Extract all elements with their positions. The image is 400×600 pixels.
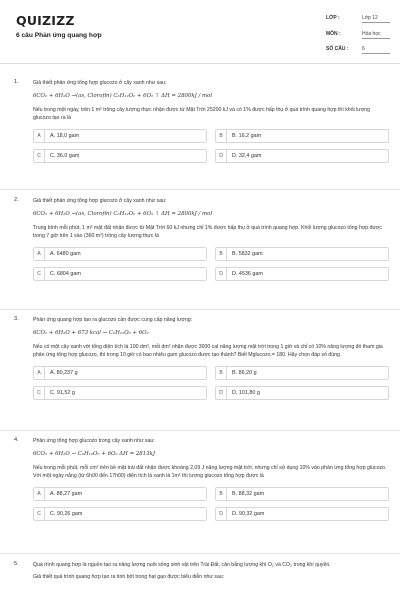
options-grid <box>33 129 389 173</box>
option-text: A. 6480 gam <box>50 251 81 257</box>
option-c[interactable] <box>33 267 207 281</box>
option-letter: D <box>216 387 227 400</box>
question-text: Quá trình quang hợp là nguồn tạo ra năng lượng nuôi sống sinh vật trên Trái Đất, cân bằng lượng khí O₂ và CO₂ trong khí quyển. <box>33 562 331 568</box>
class-value: Lớp 12 <box>362 15 378 21</box>
option-b[interactable] <box>215 366 389 380</box>
question-text: Nếu có một cây xanh với tổng diện tích lá 100 dm², mỗi dm² nhận được 3000 cal năng lượng mặt trời trong 1 giờ và chỉ có 10% năng lượng đó tham gia phản ứng tổng hợp glucozo, thì trong 10 giờ có bao nhiêu gam glucozo được tạo thành? Biết Mglucozo = 180. Hãy chọn đáp số đúng <box>33 344 383 358</box>
option-text: A. 18,0 gam <box>50 133 80 139</box>
option-d[interactable] <box>215 507 389 521</box>
options-grid <box>33 366 389 410</box>
option-letter: A <box>34 248 45 261</box>
option-a[interactable] <box>33 247 207 261</box>
question-number: 4. <box>14 437 19 443</box>
option-letter: C <box>34 150 45 163</box>
option-letter: D <box>216 150 227 163</box>
question-number: 5. <box>14 561 19 567</box>
header-divider <box>0 63 400 64</box>
subject-value: Hóa học <box>362 31 381 37</box>
question-number: 1. <box>14 79 19 85</box>
option-b[interactable] <box>215 247 389 261</box>
option-letter: A <box>34 130 45 143</box>
question-body <box>33 197 389 291</box>
option-letter: B <box>216 130 227 143</box>
reaction-equation: 6CO₂ + 6H₂O → C₆H₁₂O₆ + 6O₂ ΔH = 2813kJ <box>33 451 155 457</box>
option-text: C. 91,52 g <box>50 390 75 396</box>
option-c[interactable] <box>33 149 207 163</box>
option-text: A. 80,237 g <box>50 370 78 376</box>
option-text: C. 90,26 gam <box>50 511 83 517</box>
option-letter: A <box>34 367 45 380</box>
option-text: C. 6804 gam <box>50 271 81 277</box>
option-letter: B <box>216 367 227 380</box>
option-letter: C <box>34 268 45 281</box>
reaction-equation: 6CO₂ + 6H₂O →(as, Clorofin) C₆H₁₂O₆ + 6O₂ ↑ ΔH = 2800kJ / mol <box>33 93 213 99</box>
option-letter: D <box>216 508 227 521</box>
question-intro: Giả thiết phản ứng tổng hợp glucozo ở cây xanh như sau: <box>33 198 167 204</box>
reaction-equation: 6CO₂ + 6H₂O + 673 kcal → C₆H₁₂O₆ + 6O₂ <box>33 330 149 336</box>
option-letter: B <box>216 248 227 261</box>
option-text: A. 88,27 gam <box>50 491 83 497</box>
option-text: D. 101,80 g <box>232 390 260 396</box>
question-text: Trung bình mỗi phút, 1 m² mặt đất nhận được từ Mặt Trời 60 kJ nhưng chỉ 1% được hấp thụ ở quá trình quang hợp. Khối lượng glucozo tổng hợp được trong 7 giờ trên 1 sào (360 m²) trồng cây lượng thực là <box>33 225 382 239</box>
option-d[interactable] <box>215 149 389 163</box>
question-number: 3. <box>14 316 19 322</box>
option-letter: A <box>34 488 45 501</box>
class-underline <box>362 22 390 23</box>
question-text: Nếu trong mỗi phút, mỗi cm² trên bề mặt trái đất nhận được khoảng 2,09 J năng lượng mặt trời, nhưng chỉ sử dụng 10% vào phản ứng tổng hợp glucozo. Với một ngày nắng (từ 6h00 đến 17h00) diện tích lá xanh là 1m² thì lượng glucozo tổng hợp được là <box>33 465 387 479</box>
option-letter: C <box>34 387 45 400</box>
option-text: B. 5832 gam <box>232 251 263 257</box>
question-body <box>33 561 389 581</box>
quizizz-logo: QUIZIZZ <box>16 13 75 28</box>
options-grid <box>33 487 389 531</box>
count-underline <box>362 53 390 54</box>
question-divider <box>0 430 400 431</box>
option-text: B. 86,20 g <box>232 370 257 376</box>
option-d[interactable] <box>215 386 389 400</box>
question-intro: Phản ứng tổng hợp glucozo trong cây xanh như sau: <box>33 438 155 444</box>
page-title: 6 câu Phản ứng quang hợp <box>16 32 102 39</box>
option-text: B. 16,2 gam <box>232 133 262 139</box>
question-divider <box>0 309 400 310</box>
option-letter: D <box>216 268 227 281</box>
question-text-continued: Giả thiết quá trình quang hợp tạo ra tinh bột trong hạt gạo được biểu diễn như sau: <box>33 574 225 580</box>
subject-label: MÔN : <box>326 31 341 37</box>
option-d[interactable] <box>215 267 389 281</box>
option-letter: B <box>216 488 227 501</box>
option-a[interactable] <box>33 487 207 501</box>
question-number: 2. <box>14 197 19 203</box>
option-c[interactable] <box>33 386 207 400</box>
question-text: Nếu trong một ngày, trên 1 m² trông cây lượng thực nhận được từ Mặt Trời 25200 kJ và có 1% được hấp thụ ở quá trình quang hợp thì khối lượng glucozo tạo ra là <box>33 107 370 121</box>
question-body <box>33 316 389 410</box>
option-text: D. 90,32 gam <box>232 511 265 517</box>
count-value: 6 <box>362 46 365 52</box>
worksheet-header <box>0 0 400 62</box>
option-letter: C <box>34 508 45 521</box>
options-grid <box>33 247 389 291</box>
option-c[interactable] <box>33 507 207 521</box>
reaction-equation: 6CO₂ + 6H₂O →(as, Clorofin) C₆H₁₂O₆ + 6O₂ ↑ ΔH = 2800kJ / mol <box>33 211 213 217</box>
question-divider <box>0 553 400 554</box>
option-text: C. 36,0 gam <box>50 153 80 159</box>
class-label: LỚP : <box>326 15 340 21</box>
option-text: D. 4536 gam <box>232 271 263 277</box>
option-a[interactable] <box>33 366 207 380</box>
question-body <box>33 79 389 173</box>
option-text: B. 88,32 gam <box>232 491 265 497</box>
subject-underline <box>362 38 390 39</box>
count-label: SỐ CÂU : <box>326 46 349 52</box>
option-b[interactable] <box>215 129 389 143</box>
option-b[interactable] <box>215 487 389 501</box>
option-text: D. 32,4 gam <box>232 153 262 159</box>
question-intro: Giả thiết phản ứng tổng hợp glucozo ở cây xanh như sau: <box>33 80 167 86</box>
option-a[interactable] <box>33 129 207 143</box>
question-divider <box>0 189 400 190</box>
question-intro: Phản ứng quang hợp tạo ra glucozo cần được cung cấp năng lượng: <box>33 317 193 323</box>
question-body <box>33 437 389 531</box>
